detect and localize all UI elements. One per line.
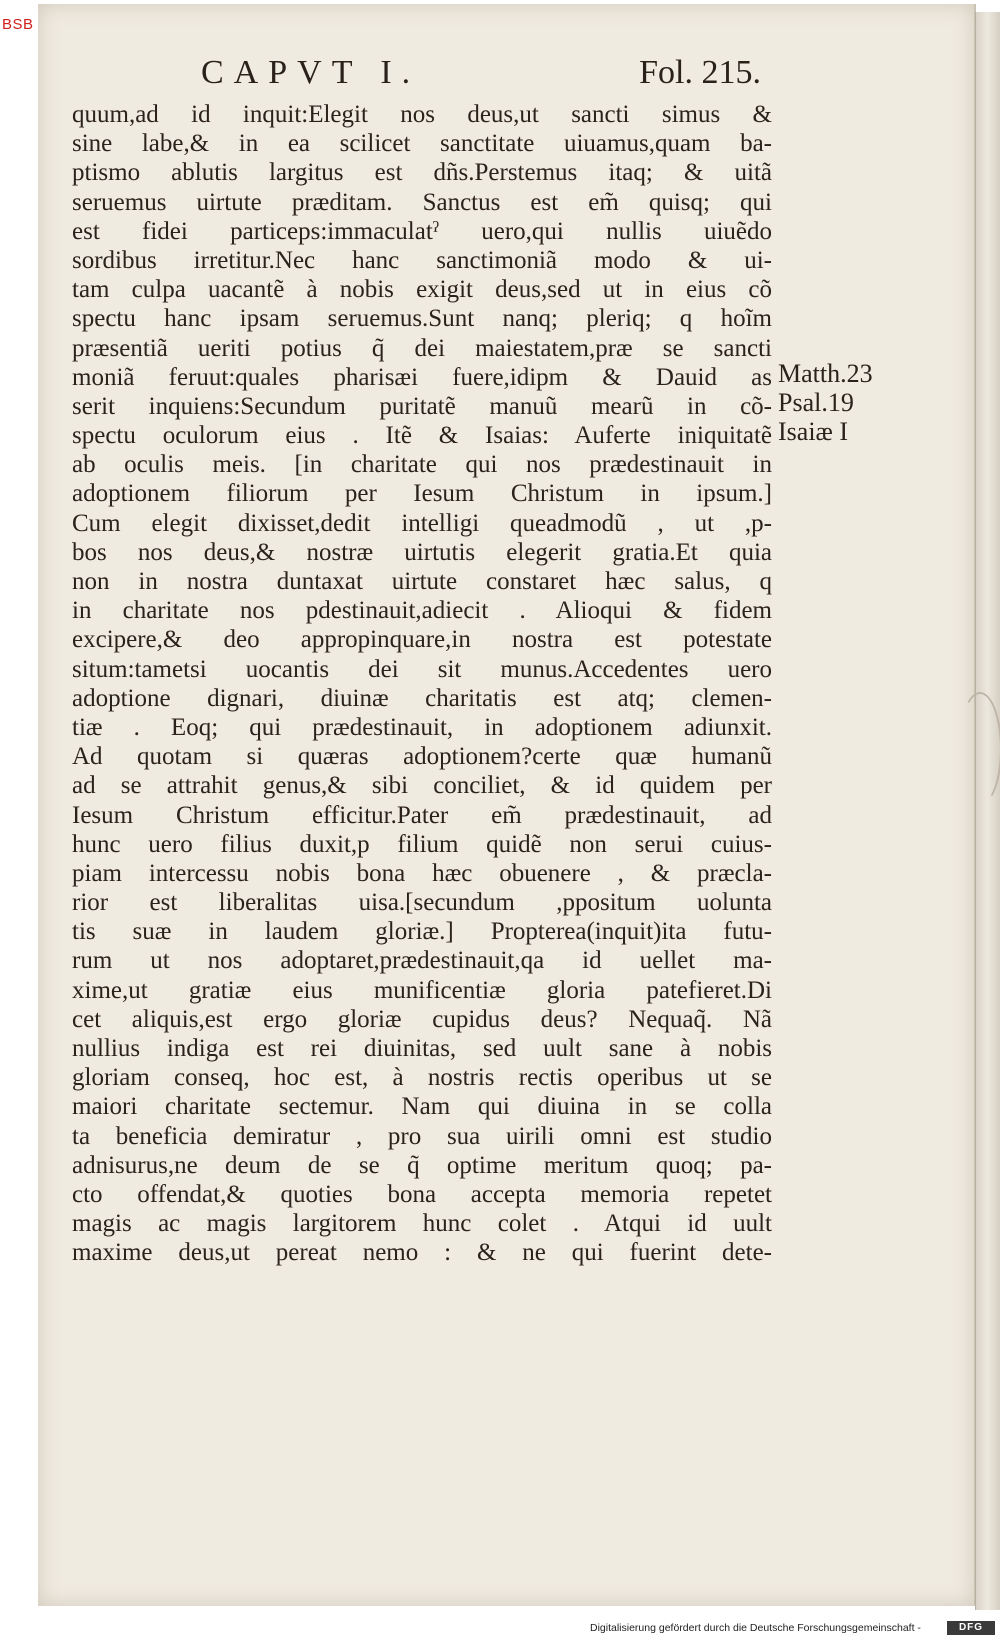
text-line: rior est liberalitas uisa.[secundum ,ppositum uolunta [72,889,772,917]
text-line: tis suæ in laudem gloriæ.] Propterea(inquit)ita futu- [72,918,772,946]
running-head [201,54,761,92]
text-line: adoptionem filiorum per Iesum Christum in ipsum.] [72,480,772,508]
text-line: spectu hanc ipsam seruemus.Sunt nanq; pleriq; q hoĩm [72,305,772,333]
dfg-logo: DFG [947,1621,995,1635]
text-line: magis ac magis largitorem hunc colet . Atqui id uult [72,1210,772,1238]
text-line: seruemus uirtute præditam. Sanctus est em̃ quisq; qui [72,188,772,216]
text-line: bos nos deus,& nostræ uirtutis elegerit gratia.Et quia [72,538,772,566]
text-line: cet aliquis,est ergo gloriæ cupidus deus? Nequaq̃. Nã [72,1005,772,1033]
text-line: sordibus irretitur.Nec hanc sanctimoniã modo & ui- [72,246,772,274]
text-line: tiæ . Eoq; qui prædestinauit, in adoptionem adiunxit. [72,713,772,741]
text-line: spectu oculorum eius . Itẽ & Isaias: Auferte iniquitatẽ [72,422,772,450]
text-line: quum,ad id inquit:Elegit nos deus,ut sancti simus & [72,101,772,128]
text-line: excipere,& deo appropinquare,in nostra est potestate [72,626,772,654]
margin-note: Psal.19 [778,388,854,417]
text-line: Iesum Christum efficitur.Pater em̃ prædestinauit, ad [72,801,772,829]
text-line: sine labe,& in ea scilicet sanctitate uiuamus,quam ba- [72,130,772,158]
margin-note: Matth.23 [778,358,873,388]
body-text [72,100,772,1268]
text-line: maxime deus,ut pereat nemo : & ne qui fuerint dete- [72,1239,772,1267]
text-line: ta beneficia demiratur , pro sua uirili omni est studio [72,1122,772,1150]
chapter-heading: CAPVT I. [201,54,421,91]
text-line: ad se attrahit genus,& sibi conciliet, & id quidem per [72,772,772,800]
text-line: piam intercessu nobis bona hæc obuenere , & præcla- [72,859,772,887]
digitization-credit: Digitalisierung gefördert durch die Deutsche Forschungsgemeinschaft - [590,1622,921,1634]
text-line: cto offendat,& quoties bona accepta memoria repetet [72,1180,772,1208]
page-edge [975,12,1000,1610]
text-line: ptismo ablutis largitus est dñs.Perstemus itaq; & uitã [72,159,772,187]
text-line: non in nostra duntaxat uirtute constaret hæc salus, q [72,568,772,595]
text-line: nullius indiga est rei diuinitas, sed uult sane à nobis [72,1035,772,1062]
text-line: in charitate nos pdestinauit,adiecit . Alioqui & fidem [72,597,772,625]
text-line: serit inquiens:Secundum puritatẽ manuũ mearũ in cõ- [72,392,772,420]
folio-number: Fol. 215. [639,54,761,91]
text-line: adnisurus,ne deum de se q̃ optime meritum quoq; pa- [72,1151,772,1179]
text-line: xime,ut gratiæ eius munificentiæ gloria patefieret.Di [72,976,772,1004]
text-line: adoptione dignari, diuinæ charitatis est atq; clemen- [72,684,772,712]
library-mark: BSB [2,16,34,33]
text-line: moniã feruut:quales pharisæi fuere,idipm & Dauid as [72,363,772,391]
text-line: est fidei particeps:immaculatˀ uero,qui nullis uiuẽdo [72,217,772,245]
text-line: situm:tametsi uocantis dei sit munus.Accedentes uero [72,655,772,683]
text-line: præsentiã ueriti potius q̃ dei maiestatem,præ se sancti [72,334,772,362]
text-line: tam culpa uacantẽ à nobis exigit deus,sed ut in eius cõ [72,276,772,304]
text-line: maiori charitate sectemur. Nam qui diuina in se colla [72,1093,772,1121]
book-page [38,4,976,1606]
text-line: gloriam conseq, hoc est, à nostris rectis operibus ut se [72,1064,772,1092]
text-line: rum ut nos adoptaret,prædestinauit,qa id uellet ma- [72,947,772,975]
text-line: hunc uero filius duxit,p filium quidẽ non serui cuius- [72,830,772,858]
margin-note: Isaiæ I [778,417,849,447]
text-line: Cum elegit dixisset,dedit intelligi queadmodũ , ut ,p- [72,509,772,537]
text-line: Ad quotam si quæras adoptionem?certe quæ humanũ [72,743,772,771]
text-line: ab oculis meis. [in charitate qui nos prædestinauit in [72,451,772,479]
